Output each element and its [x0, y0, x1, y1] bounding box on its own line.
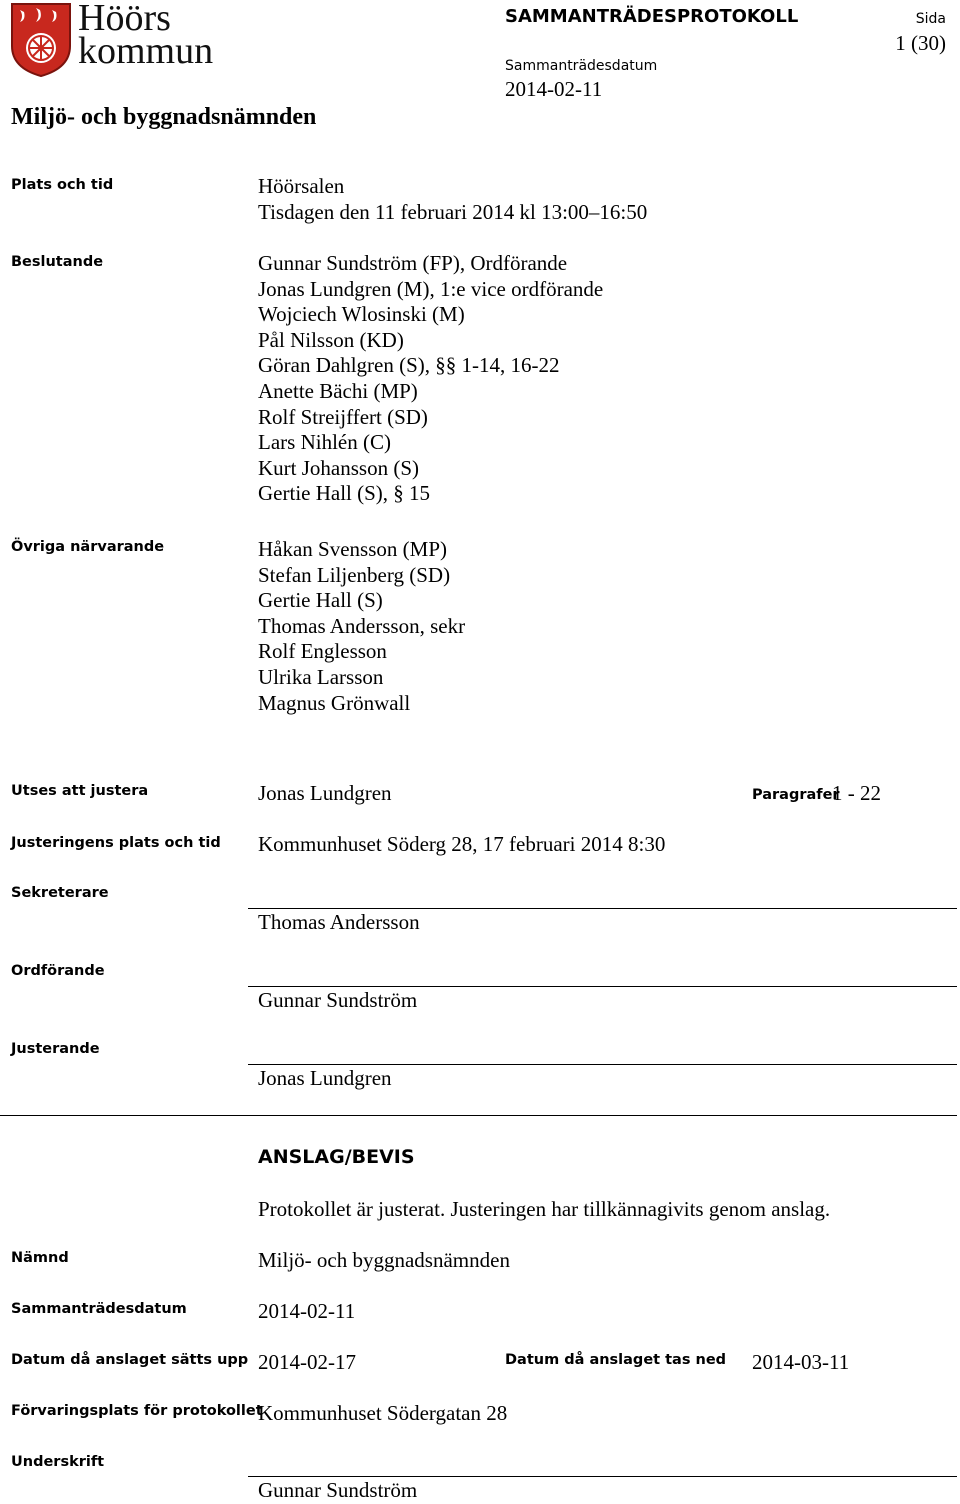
- list-item: Gertie Hall (S): [258, 588, 383, 613]
- list-item: Håkan Svensson (MP): [258, 537, 447, 561]
- list-item: Thomas Andersson, sekr: [258, 613, 466, 638]
- list-item: Rolf Streijffert (SD): [258, 404, 428, 429]
- anslag-upp-value: 2014-02-17: [258, 1350, 356, 1374]
- sammantradesdatum-value: 2014-02-11: [258, 1299, 356, 1323]
- signature-line: [248, 986, 957, 987]
- plats-value: [258, 174, 647, 225]
- committee-name: Miljö- och byggnadsnämnden: [11, 104, 317, 130]
- anslag-ned-value: 2014-03-11: [752, 1350, 850, 1374]
- anslag-ned-label: Datum då anslaget tas ned: [505, 1352, 727, 1368]
- justera-value: Jonas Lundgren: [258, 781, 392, 805]
- list-item: Ulrika Larsson: [258, 664, 384, 689]
- list-item: Gunnar Sundström (FP), Ordförande: [258, 251, 568, 275]
- section-divider: [0, 1115, 957, 1116]
- list-item: Wojciech Wlosinski (M): [258, 302, 465, 327]
- coat-of-arms-icon: [10, 2, 72, 78]
- list-item: Magnus Grönwall: [258, 690, 411, 715]
- list-item: Rolf Englesson: [258, 639, 387, 664]
- list-item: Anette Bächi (MP): [258, 378, 418, 403]
- signature-line: [248, 908, 957, 909]
- plats-line: Tisdagen den 11 februari 2014 kl 13:00–16:50: [258, 199, 648, 224]
- beslutande-label: Beslutande: [11, 254, 104, 270]
- meeting-date: 2014-02-11: [505, 77, 603, 101]
- ovriga-list: [258, 537, 465, 716]
- underskrift-label: Underskrift: [11, 1454, 105, 1470]
- justera-label: Utses att justera: [11, 783, 149, 799]
- municipality-logo: [10, 2, 72, 78]
- signature-line: [248, 1064, 957, 1065]
- logo-wordmark: [78, 0, 214, 72]
- sekreterare-label: Sekreterare: [11, 885, 109, 901]
- namnd-value: Miljö- och byggnadsnämnden: [258, 1248, 510, 1272]
- namnd-label: Nämnd: [11, 1250, 69, 1266]
- list-item: Göran Dahlgren (S), §§ 1-14, 16-22: [258, 353, 560, 378]
- plats-label: Plats och tid: [11, 177, 114, 193]
- justerande-label: Justerande: [11, 1041, 100, 1057]
- forvaring-label: Förvaringsplats för protokollet: [11, 1403, 263, 1419]
- list-item: Lars Nihlén (C): [258, 430, 391, 455]
- page-label: Sida: [915, 11, 946, 27]
- document-title: SAMMANTRÄDESPROTOKOLL: [505, 6, 799, 27]
- list-item: Pål Nilsson (KD): [258, 327, 404, 352]
- sammantradesdatum-label: Sammanträdesdatum: [11, 1301, 187, 1317]
- page-number: 1 (30): [895, 31, 946, 55]
- paragrafer-label: Paragrafer: [752, 787, 840, 803]
- justeringens-value: Kommunhuset Söderg 28, 17 februari 2014 8:30: [258, 832, 666, 856]
- ordforande-label: Ordförande: [11, 963, 105, 979]
- list-item: Jonas Lundgren (M), 1:e vice ordförande: [258, 276, 604, 301]
- logo-line-2: kommun: [78, 30, 214, 72]
- anslag-text: Protokollet är justerat. Justeringen har tillkännagivits genom anslag.: [258, 1197, 831, 1221]
- justerande-name: Jonas Lundgren: [258, 1066, 392, 1090]
- anslag-upp-label: Datum då anslaget sätts upp: [11, 1352, 249, 1368]
- list-item: Gertie Hall (S), § 15: [258, 481, 431, 506]
- paragrafer-value: 1 - 22: [832, 781, 881, 805]
- beslutande-list: [258, 251, 603, 507]
- underskrift-name: Gunnar Sundström: [258, 1478, 418, 1502]
- plats-line: Höörsalen: [258, 174, 345, 198]
- signature-line: [248, 1476, 957, 1477]
- ovriga-label: Övriga närvarande: [11, 539, 165, 555]
- meeting-date-label: Sammanträdesdatum: [505, 58, 658, 74]
- list-item: Kurt Johansson (S): [258, 455, 419, 480]
- list-item: Stefan Liljenberg (SD): [258, 562, 451, 587]
- justeringens-label: Justeringens plats och tid: [11, 835, 221, 851]
- logo-line-1: Höörs: [78, 0, 171, 39]
- anslag-title: ANSLAG/BEVIS: [258, 1146, 415, 1168]
- sekreterare-name: Thomas Andersson: [258, 910, 420, 934]
- ordforande-name: Gunnar Sundström: [258, 988, 418, 1012]
- forvaring-value: Kommunhuset Södergatan 28: [258, 1401, 508, 1425]
